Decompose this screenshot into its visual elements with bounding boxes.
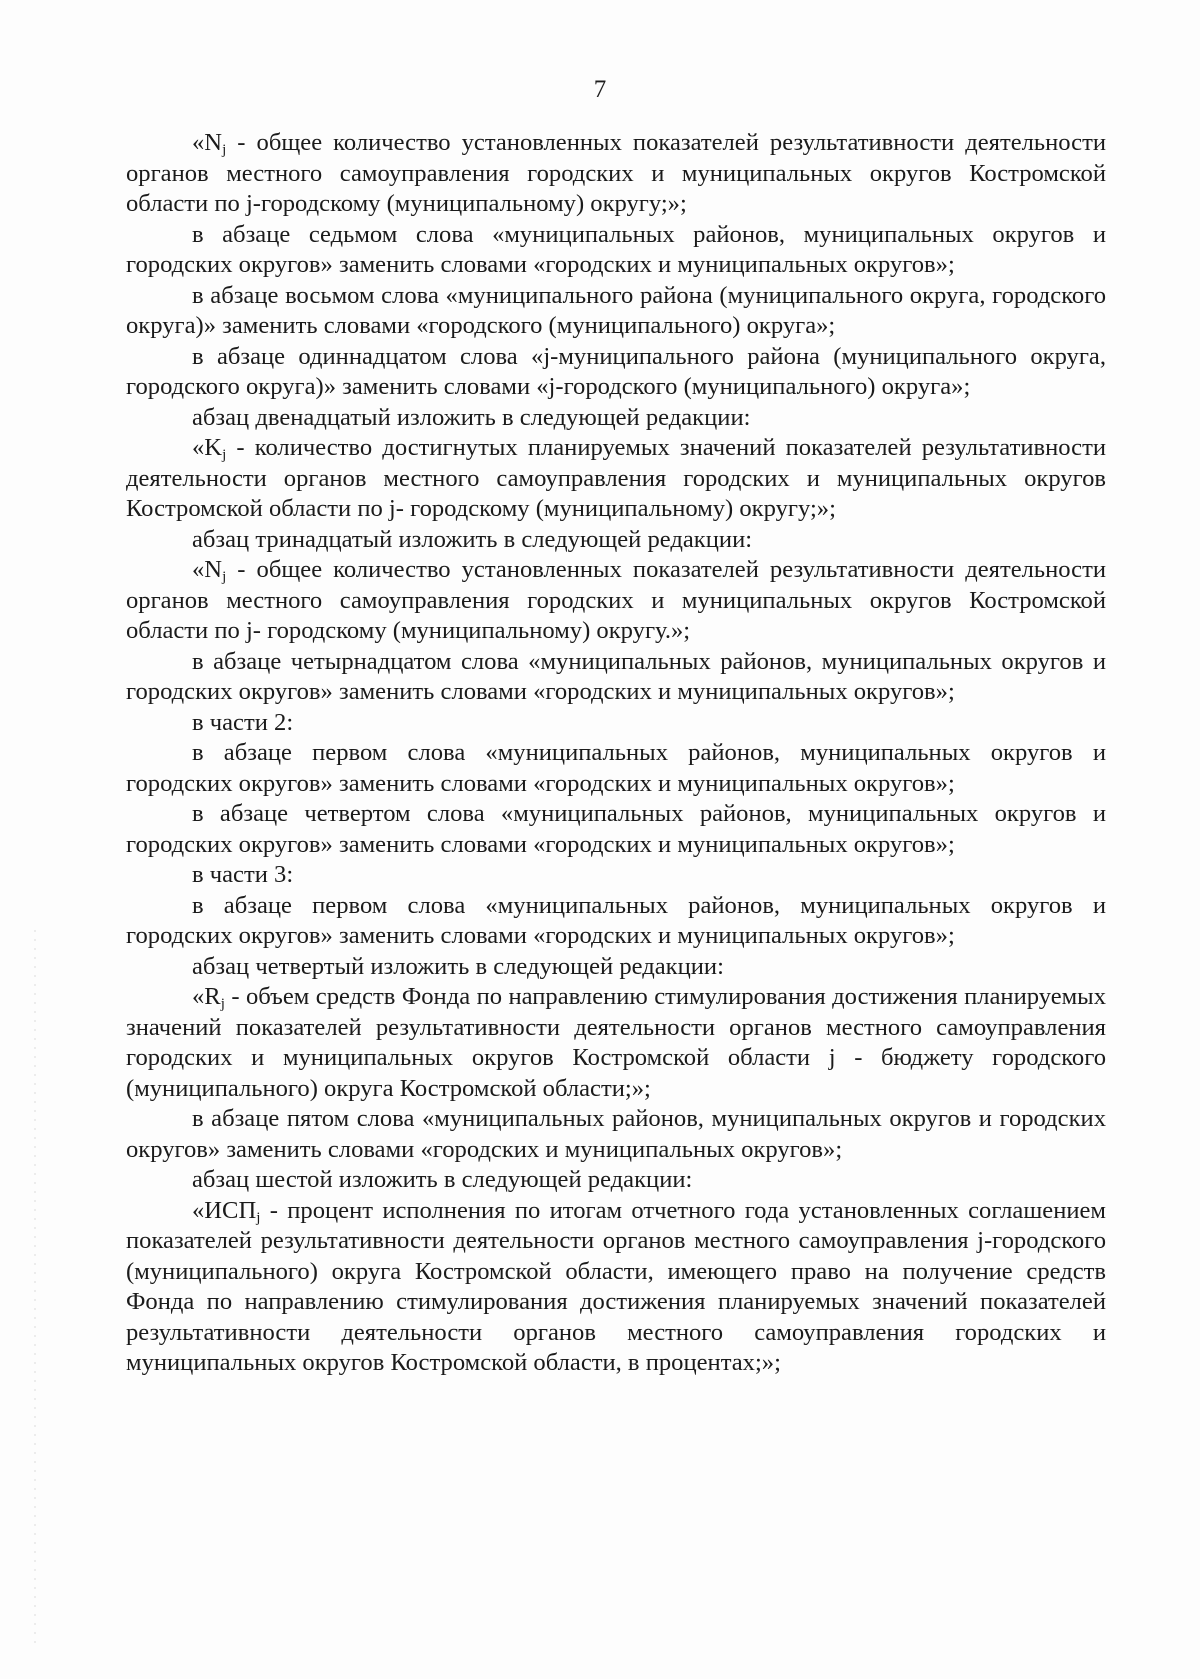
paragraph [126, 891, 1106, 952]
paragraph [126, 799, 1106, 860]
paragraph-text: «R [192, 983, 221, 1010]
paragraph [126, 555, 1106, 647]
paragraph [126, 1104, 1106, 1165]
paragraph [126, 433, 1106, 525]
paragraph [126, 738, 1106, 799]
paragraph [126, 952, 1106, 983]
paragraph [126, 403, 1106, 434]
paragraph-text: абзац четвертый изложить в следующей редакции: [192, 952, 724, 980]
subscript: j [222, 142, 227, 158]
page-number: 7 [593, 76, 607, 103]
paragraph-text: в абзаце первом слова «муниципальных районов, муниципальных округов и городских округов» заменить словами «городских и муниципальных округов»; [126, 739, 1106, 797]
paragraph [126, 525, 1106, 556]
paragraph-text: «K [192, 434, 223, 461]
document-body [126, 128, 1106, 1379]
paragraph-text: в части 3: [192, 861, 294, 888]
paragraph-text: - процент исполнения по итогам отчетного года установленных соглашением показателей результативности деятельности органов местного самоуправления j-городского (муниципального) округа Костромской области, имеющего право на получение средств Фонда по направлению стимулирования достижения планируемых значений показателей результативности деятельности органов местного самоуправления городских и муниципальных округов Костромской области, в процентах;»; [126, 1196, 1106, 1376]
paragraph-text: - общее количество установленных показателей результативности деятельности органов местного самоуправления городских и муниципальных округов Костромской области по j- городскому (муниципальному) округу.»; [126, 556, 1106, 644]
paragraph-text: «N [192, 556, 223, 583]
paragraph-text: абзац шестой изложить в следующей редакции: [192, 1166, 693, 1193]
paragraph [126, 220, 1106, 281]
paragraph-text: «ИСП [192, 1196, 257, 1224]
paragraph-text: в абзаце седьмом слова «муниципальных районов, муниципальных округов и городских округов» заменить словами «городских и муниципальных округов»; [126, 220, 1106, 278]
paragraph [126, 1165, 1106, 1196]
paragraph-text: в абзаце четвертом слова «муниципальных районов, муниципальных округов и городских округов» заменить словами «городских и муниципальных округов»; [126, 800, 1106, 858]
paragraph [126, 1196, 1106, 1379]
paragraph [126, 647, 1106, 708]
paragraph [126, 860, 1106, 891]
subscript: j [220, 996, 225, 1012]
paragraph-text: в абзаце одиннадцатом слова «j-муниципального района (муниципального округа, городского округа)» заменить словами «j-городского (муниципального) округа»; [126, 342, 1106, 400]
paragraph-text: в абзаце восьмом слова «муниципального района (муниципального округа, городского округа)» заменить словами «городского (муниципального) округа»; [126, 281, 1106, 339]
scan-margin-artifact [34, 930, 36, 1650]
subscript: j [222, 569, 227, 585]
paragraph-text: абзац двенадцатый изложить в следующей редакции: [192, 403, 751, 431]
paragraph-text: в абзаце первом слова «муниципальных районов, муниципальных округов и городских округов» заменить словами «городских и муниципальных округов»; [126, 891, 1106, 949]
subscript: j [222, 447, 227, 463]
paragraph-text: в части 2: [192, 708, 294, 736]
paragraph [126, 281, 1106, 342]
paragraph [126, 342, 1106, 403]
paragraph-text: - общее количество установленных показателей результативности деятельности органов местного самоуправления городских и муниципальных округов Костромской области по j-городскому (муниципальному) округу;»; [126, 129, 1106, 217]
paragraph [126, 128, 1106, 220]
subscript: j [256, 1209, 261, 1226]
paragraph [126, 708, 1106, 739]
paragraph [126, 982, 1106, 1104]
paragraph-text: абзац тринадцатый изложить в следующей редакции: [192, 525, 753, 553]
paragraph-text: - количество достигнутых планируемых значений показателей результативности деятельности органов местного самоуправления городских и муниципальных округов Костромской области по j- городскому (муниципальному) округу;»; [126, 434, 1106, 522]
paragraph-text: в абзаце пятом слова «муниципальных районов, муниципальных округов и городских округов» заменить словами «городских и муниципальных округов»; [126, 1105, 1106, 1163]
paragraph-text: «N [192, 129, 223, 156]
paragraph-text: в абзаце четырнадцатом слова «муниципальных районов, муниципальных округов и городских округов» заменить словами «городских и муниципальных округов»; [126, 647, 1106, 705]
paragraph-text: - объем средств Фонда по направлению стимулирования достижения планируемых значений показателей результативности деятельности органов местного самоуправления городских и муниципальных округов Костромской области j - бюджету городского (муниципального) округа Костромской области;»; [126, 983, 1106, 1102]
